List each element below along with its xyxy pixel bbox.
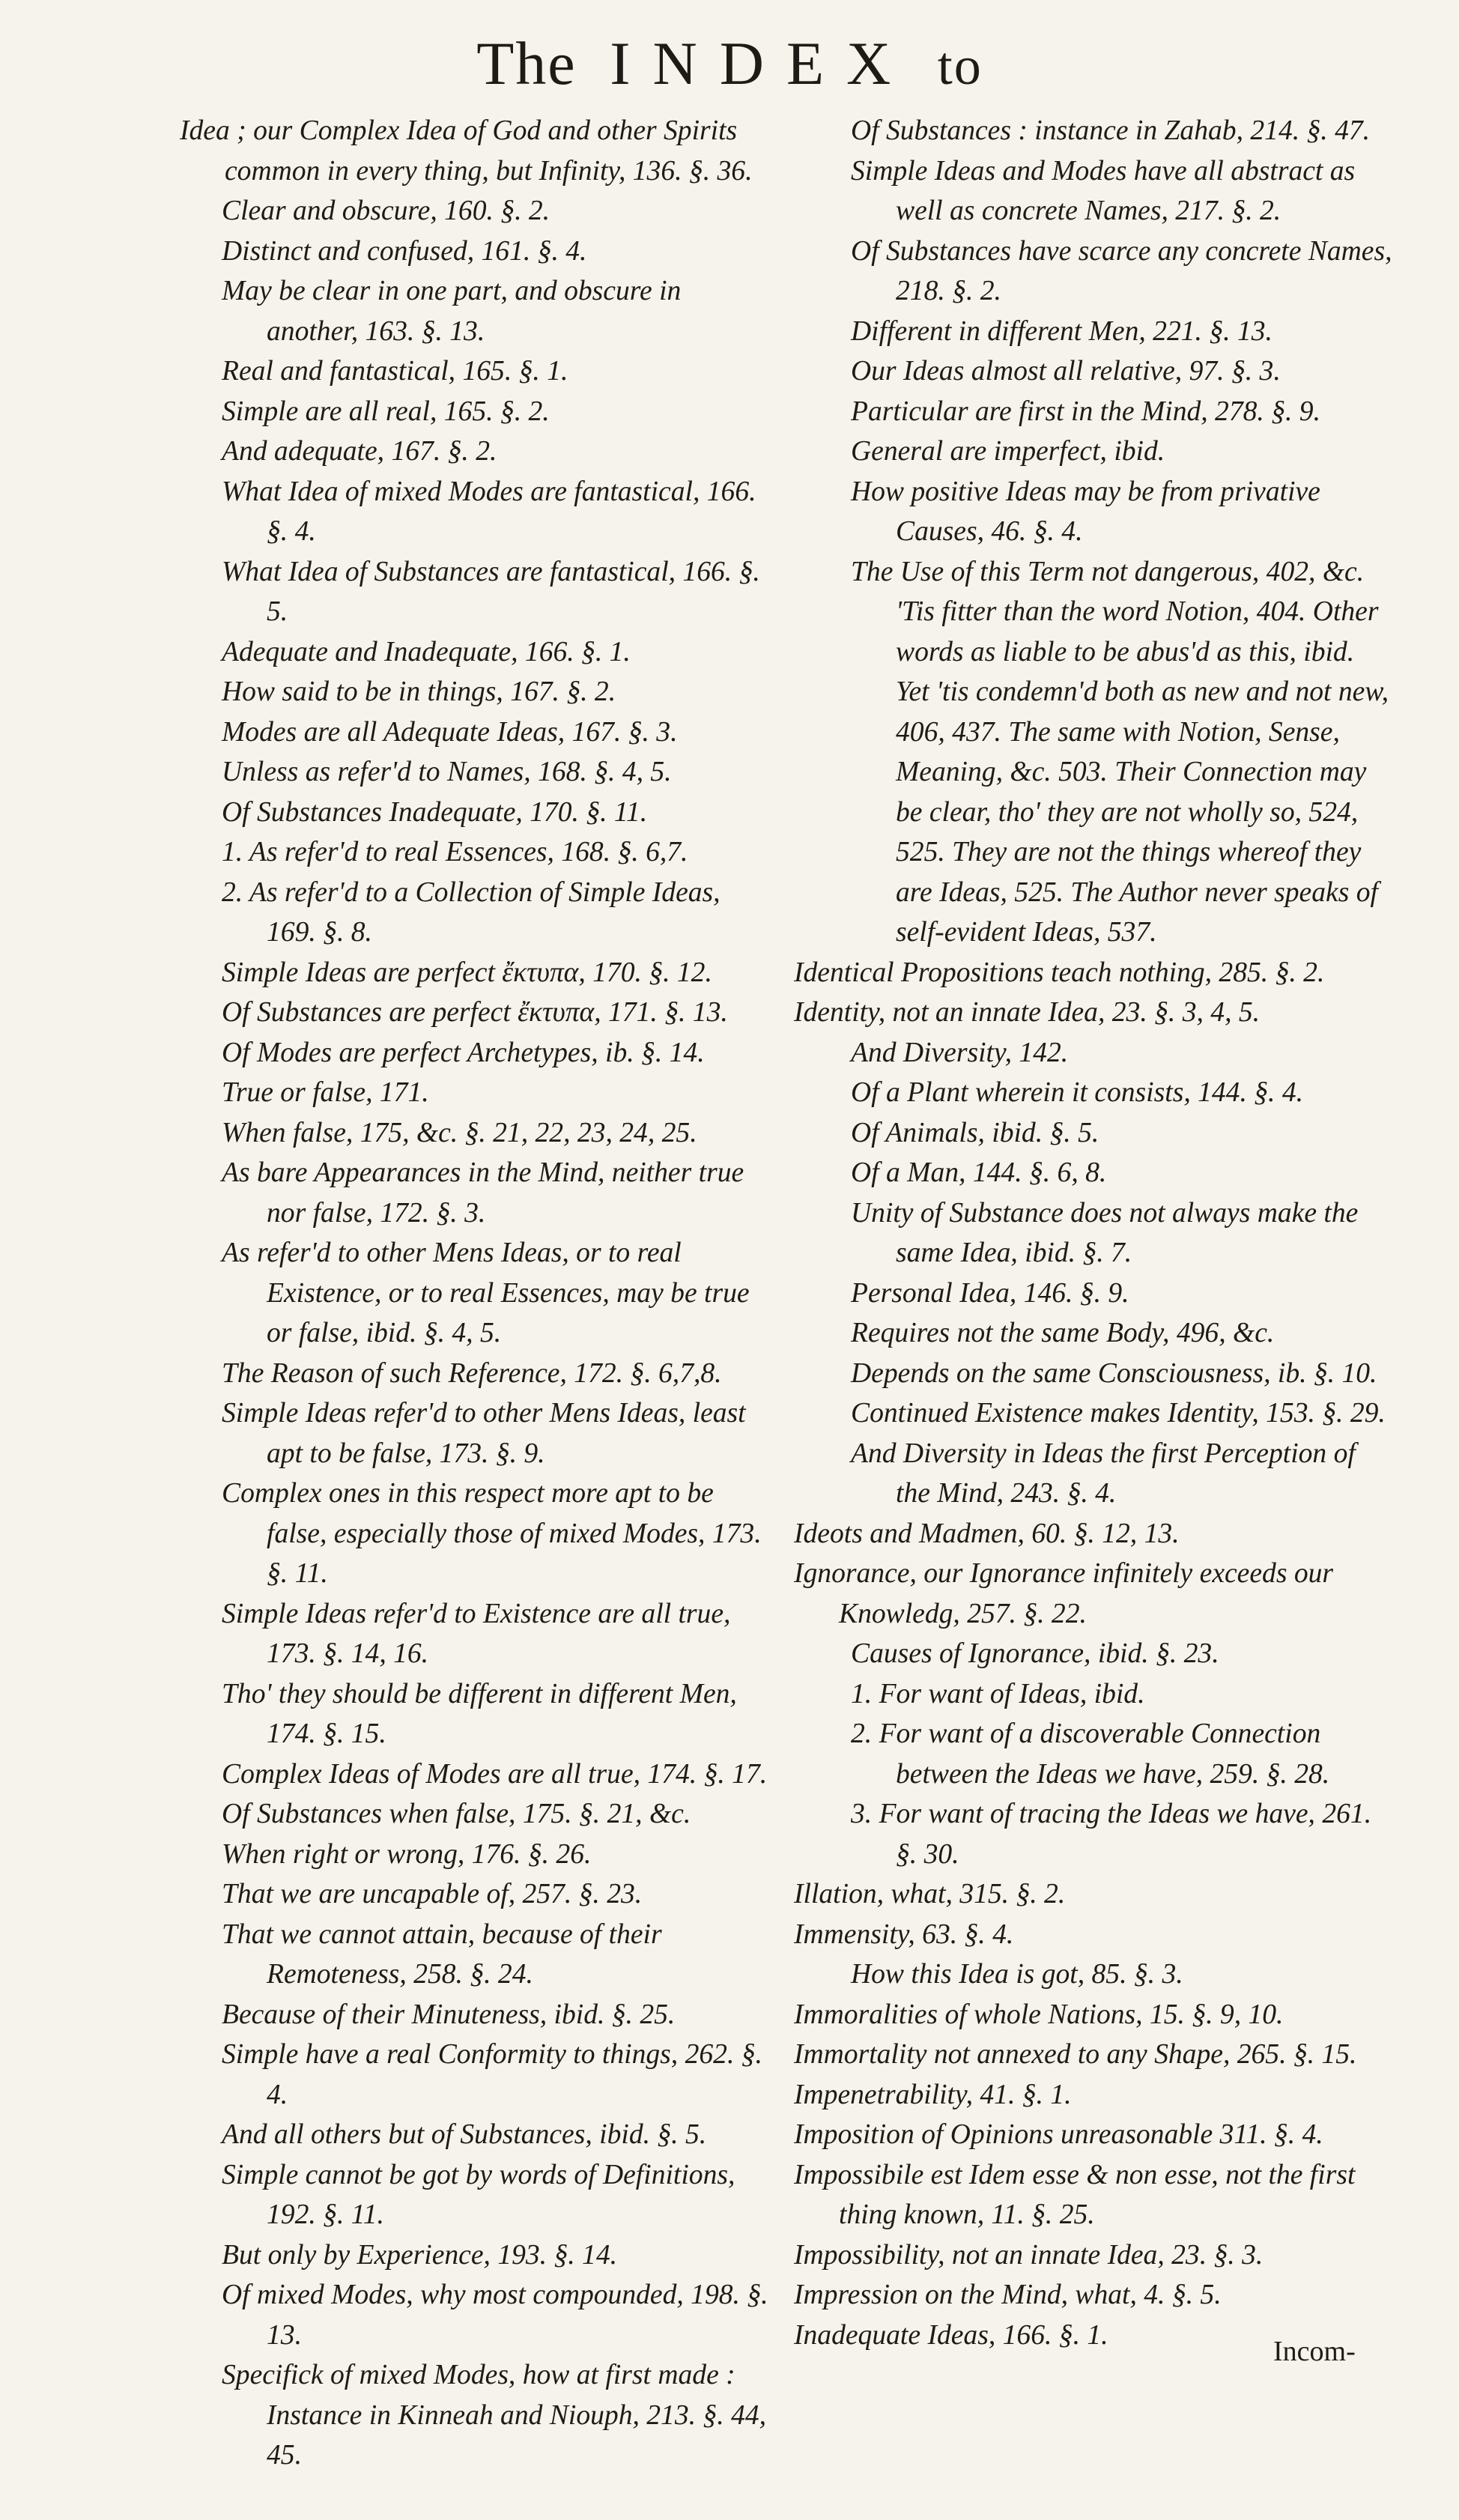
catchword: Incom- — [1273, 2336, 1356, 2367]
index-entry: Of Substances Inadequate, 170. §. 11. — [222, 796, 648, 828]
index-entry: Immoralities of whole Nations, 15. §. 9, 10. — [794, 1999, 1284, 2030]
index-entry: Immortality not annexed to any Shape, 265. §. 15. — [794, 2039, 1357, 2070]
index-entry: That we are uncapable of, 257. §. 23. — [222, 1879, 643, 1909]
index-entry: May be clear in one part, and obscure in another, 163. §. 13. — [222, 276, 682, 347]
index-entry: Impossibile est Idem esse & non esse, not the first thing known, 11. §. 25. — [794, 2159, 1356, 2230]
index-entry: Identity, not an innate Idea, 23. §. 3, 4, 5. — [794, 997, 1261, 1028]
index-entry: 2. For want of a discoverable Connection between the Ideas we have, 259. §. 28. — [851, 1718, 1330, 1790]
index-entry: Of a Man, 144. §. 6, 8. — [851, 1157, 1107, 1188]
index-entry: When right or wrong, 176. §. 26. — [222, 1838, 592, 1870]
index-entry: Adequate and Inadequate, 166. §. 1. — [222, 636, 631, 667]
index-entry: True or false, 171. — [222, 1077, 429, 1108]
index-entry: 1. As refer'd to real Essences, 168. §. 6,7. — [222, 837, 688, 867]
index-entry: Of mixed Modes, why most compounded, 198. §. 13. — [222, 2280, 768, 2351]
index-entry: Unity of Substance does not always make the same Idea, ibid. §. 7. — [851, 1197, 1359, 1268]
index-entry: Of a Plant wherein it consists, 144. §. 4. — [851, 1077, 1304, 1108]
index-entry: Of Substances when false, 175. §. 21, &c. — [222, 1799, 691, 1829]
index-entry: Impenetrability, 41. §. 1. — [794, 2079, 1072, 2110]
page-title — [0, 22, 1459, 107]
index-entry: Real and fantastical, 165. §. 1. — [222, 356, 568, 387]
index-entry: General are imperfect, ibid. — [851, 436, 1165, 467]
index-entry: Personal Idea, 146. §. 9. — [851, 1277, 1129, 1309]
index-entry: Causes of Ignorance, ibid. §. 23. — [851, 1638, 1219, 1669]
index-entry: Ideots and Madmen, 60. §. 12, 13. — [794, 1518, 1180, 1549]
index-entry: Simple have a real Conformity to things, 262. §. 4. — [222, 2039, 762, 2110]
index-entry: How said to be in things, 167. §. 2. — [222, 676, 616, 707]
index-entry: Because of their Minuteness, ibid. §. 25. — [222, 1999, 676, 2030]
index-entry: Simple Ideas and Modes have all abstract as well as concrete Names, 217. §. 2. — [851, 155, 1356, 226]
index-entry: Particular are first in the Mind, 278. §. 9. — [851, 396, 1320, 427]
index-entry: 3. For want of tracing the Ideas we have, 261. §. 30. — [851, 1799, 1372, 1870]
index-entry: And Diversity, 142. — [851, 1037, 1069, 1068]
index-entry: How this Idea is got, 85. §. 3. — [851, 1959, 1183, 1990]
index-entry: Ignorance, our Ignorance infinitely exceeds our Knowledg, 257. §. 22. — [794, 1558, 1334, 1629]
index-entry: Clear and obscure, 160. §. 2. — [222, 196, 550, 226]
index-entry: Immensity, 63. §. 4. — [794, 1918, 1014, 1950]
index-entry: And Diversity in Ideas the first Perception of the Mind, 243. §. 4. — [851, 1438, 1356, 1509]
index-entry: Simple cannot be got by words of Definitions, 192. §. 11. — [222, 2159, 735, 2230]
index-entry: What Idea of Substances are fantastical, 166. §. 5. — [222, 556, 760, 627]
index-entry: As bare Appearances in the Mind, neither true nor false, 172. §. 3. — [222, 1157, 744, 1229]
index-entry: Simple Ideas refer'd to Existence are all true, 173. §. 14, 16. — [222, 1598, 731, 1669]
index-entry: Specifick of mixed Modes, how at first made : Instance in Kinneah and Niouph, 213. §. 44, 45. — [222, 2360, 766, 2471]
index-entry: But only by Experience, 193. §. 14. — [222, 2239, 618, 2271]
index-entry: Unless as refer'd to Names, 168. §. 4, 5. — [222, 757, 672, 787]
index-entry: 2. As refer'd to a Collection of Simple Ideas, 169. §. 8. — [222, 876, 721, 948]
index-entry: What Idea of mixed Modes are fantastical, 166. §. 4. — [222, 476, 756, 547]
index-entry: Depends on the same Consciousness, ib. §. 10. — [851, 1357, 1377, 1389]
index-entry: Of Modes are perfect Archetypes, ib. §. 14. — [222, 1037, 705, 1068]
index-entry: Identical Propositions teach nothing, 285. §. 2. — [794, 957, 1325, 988]
index-entry: The Reason of such Reference, 172. §. 6,7,8. — [222, 1357, 722, 1389]
index-entry: Impression on the Mind, what, 4. §. 5. — [794, 2280, 1222, 2310]
index-entry: How positive Ideas may be from privative Causes, 46. §. 4. — [851, 476, 1320, 547]
index-entry: Distinct and confused, 161. §. 4. — [222, 235, 587, 267]
index-entry: Of Substances are perfect ἔκτυπα, 171. §. 13. — [222, 997, 728, 1028]
index-entry: And adequate, 167. §. 2. — [222, 436, 497, 467]
index-entry: The Use of this Term not dangerous, 402, &c. 'Tis fitter than the word Notion, 404. Other words as liable to be abus'd as this, ibid. Yet 'tis condemn'd both as new and not new, 406, 437. The same with Notion, Sense, Meaning, &c. 503. Their Connection may be clear, tho' they are not wholly so, 524, 525. They are not the things whereof they are Ideas, 525. The Author never speaks of self-evident Ideas, 537. — [851, 556, 1389, 948]
index-entry: That we cannot attain, because of their Remoteness, 258. §. 24. — [222, 1918, 662, 1990]
index-entry: Simple are all real, 165. §. 2. — [222, 396, 550, 427]
index-entry: Tho' they should be different in different Men, 174. §. 15. — [222, 1678, 737, 1749]
index-entry: Illation, what, 315. §. 2. — [794, 1879, 1066, 1909]
index-entry: Of Animals, ibid. §. 5. — [851, 1117, 1099, 1148]
index-column-right — [794, 111, 1393, 2355]
index-entry: Inadequate Ideas, 166. §. 1. — [794, 2319, 1108, 2351]
index-entry: When false, 175, &c. §. 21, 22, 23, 24, 25. — [222, 1117, 697, 1148]
index-entry: Different in different Men, 221. §. 13. — [851, 315, 1273, 347]
index-entry: Imposition of Opinions unreasonable 311. §. 4. — [794, 2119, 1323, 2150]
index-entry: Requires not the same Body, 496, &c. — [851, 1318, 1275, 1348]
index-entry: Idea ; our Complex Idea of God and other Spirits common in every thing, but Infinity, 136. §. 36. — [180, 115, 753, 187]
index-entry: Modes are all Adequate Ideas, 167. §. 3. — [222, 716, 678, 748]
index-entry: Continued Existence makes Identity, 153. §. 29. — [851, 1398, 1386, 1429]
index-entry: Complex Ideas of Modes are all true, 174. §. 17. — [222, 1758, 768, 1790]
index-column-left — [180, 111, 771, 2476]
index-entry: Of Substances have scarce any concrete Names, 218. §. 2. — [851, 235, 1392, 306]
index-entry: Impossibility, not an innate Idea, 23. §. 3. — [794, 2239, 1264, 2271]
index-entry: Our Ideas almost all relative, 97. §. 3. — [851, 356, 1281, 387]
index-entry: Simple Ideas are perfect ἔκτυπα, 170. §. 12. — [222, 957, 712, 988]
title-suffix: to — [937, 36, 983, 96]
index-entry: 1. For want of Ideas, ibid. — [851, 1678, 1145, 1709]
title-prefix: The — [476, 29, 577, 97]
index-entry: And all others but of Substances, ibid. §. 5. — [222, 2119, 707, 2150]
title-main: INDEX — [610, 29, 914, 97]
index-entry: Of Substances : instance in Zahab, 214. §. 47. — [851, 115, 1371, 146]
index-entry: Complex ones in this respect more apt to be false, especially those of mixed Modes, 173. §. 11. — [222, 1478, 762, 1589]
index-entry: As refer'd to other Mens Ideas, or to real Existence, or to real Essences, may be true or false, ibid. §. 4, 5. — [222, 1238, 750, 1348]
index-entry: Simple Ideas refer'd to other Mens Ideas, least apt to be false, 173. §. 9. — [222, 1398, 746, 1469]
